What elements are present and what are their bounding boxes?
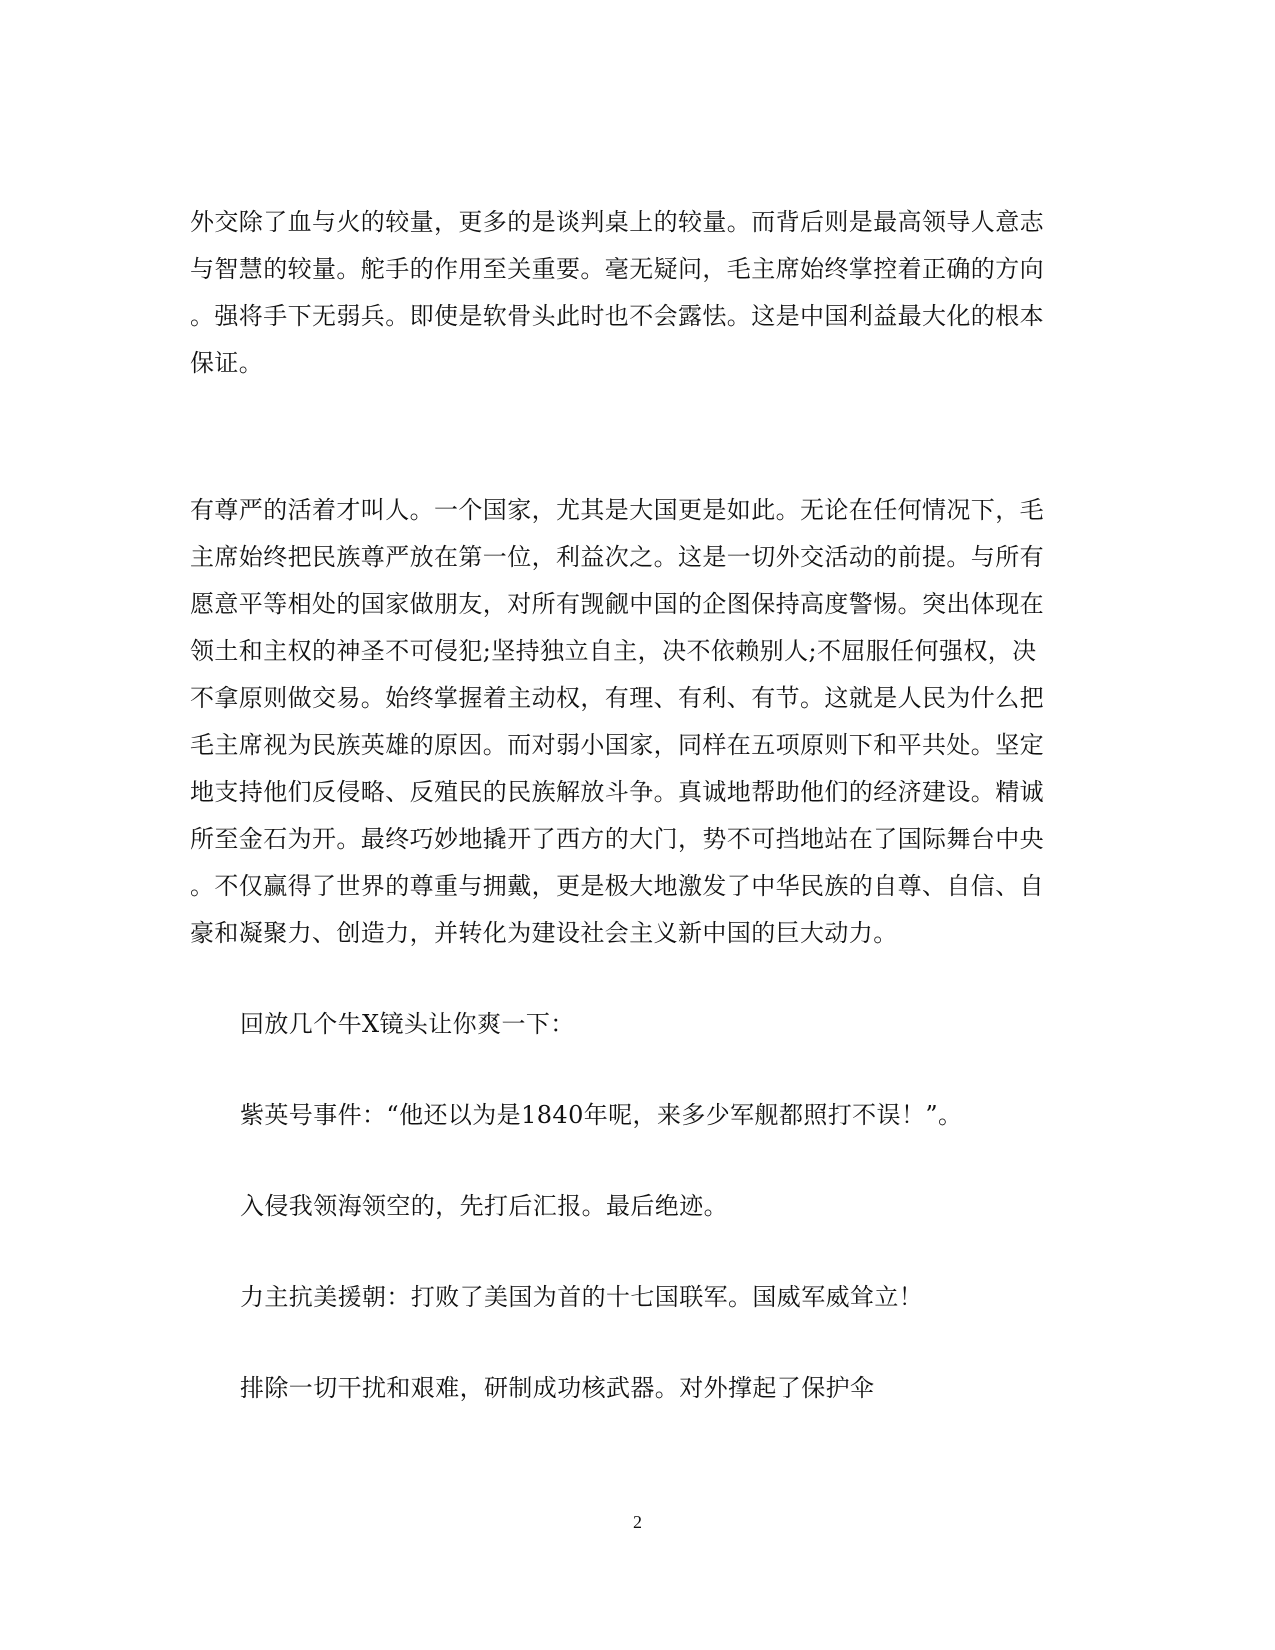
paragraph2-line: 毛主席视为民族英雄的原因。而对弱小国家，同样在五项原则下和平共处。坚定 (190, 731, 1044, 759)
page-number: 2 (633, 1512, 642, 1532)
paragraph2-line: 不拿原则做交易。始终掌握着主动权，有理、有利、有节。这就是人民为什么把 (190, 684, 1044, 712)
intro-line: 回放几个牛X镜头让你爽一下： (240, 1010, 575, 1038)
list-item: 排除一切干扰和艰难，研制成功核武器。对外撑起了保护伞 (240, 1374, 875, 1402)
paragraph2-line: 有尊严的活着才叫人。一个国家，尤其是大国更是如此。无论在任何情况下，毛 (190, 496, 1044, 524)
paragraph2-line: 所至金石为开。最终巧妙地撬开了西方的大门，势不可挡地站在了国际舞台中央 (190, 825, 1044, 853)
paragraph1-line: 。强将手下无弱兵。即使是软骨头此时也不会露怯。这是中国利益最大化的根本 (190, 302, 1044, 330)
paragraph2-line: 豪和凝聚力、创造力，并转化为建设社会主义新中国的巨大动力。 (190, 919, 898, 947)
list-item: 入侵我领海领空的，先打后汇报。最后绝迹。 (240, 1192, 728, 1220)
paragraph1-line: 保证。 (190, 349, 264, 377)
paragraph2-line: 。不仅赢得了世界的尊重与拥戴，更是极大地激发了中华民族的自尊、自信、自 (190, 872, 1044, 900)
list-item: 力主抗美援朝：打败了美国为首的十七国联军。国威军威耸立！ (240, 1283, 924, 1311)
paragraph2-line: 愿意平等相处的国家做朋友，对所有觊觎中国的企图保持高度警惕。突出体现在 (190, 590, 1044, 618)
paragraph2-line: 主席始终把民族尊严放在第一位，利益次之。这是一切外交活动的前提。与所有 (190, 543, 1044, 571)
paragraph2-line: 地支持他们反侵略、反殖民的民族解放斗争。真诚地帮助他们的经济建设。精诚 (190, 778, 1044, 806)
paragraph1-line: 外交除了血与火的较量，更多的是谈判桌上的较量。而背后则是最高领导人意志 (190, 208, 1044, 236)
list-item: 紫英号事件：“他还以为是1840年呢，来多少军舰都照打不误！”。 (240, 1101, 963, 1129)
paragraph1-line: 与智慧的较量。舵手的作用至关重要。毫无疑问，毛主席始终掌控着正确的方向 (190, 255, 1044, 283)
paragraph2-line: 领土和主权的神圣不可侵犯;坚持独立自主，决不依赖别人;不屈服任何强权，决 (190, 637, 1037, 665)
